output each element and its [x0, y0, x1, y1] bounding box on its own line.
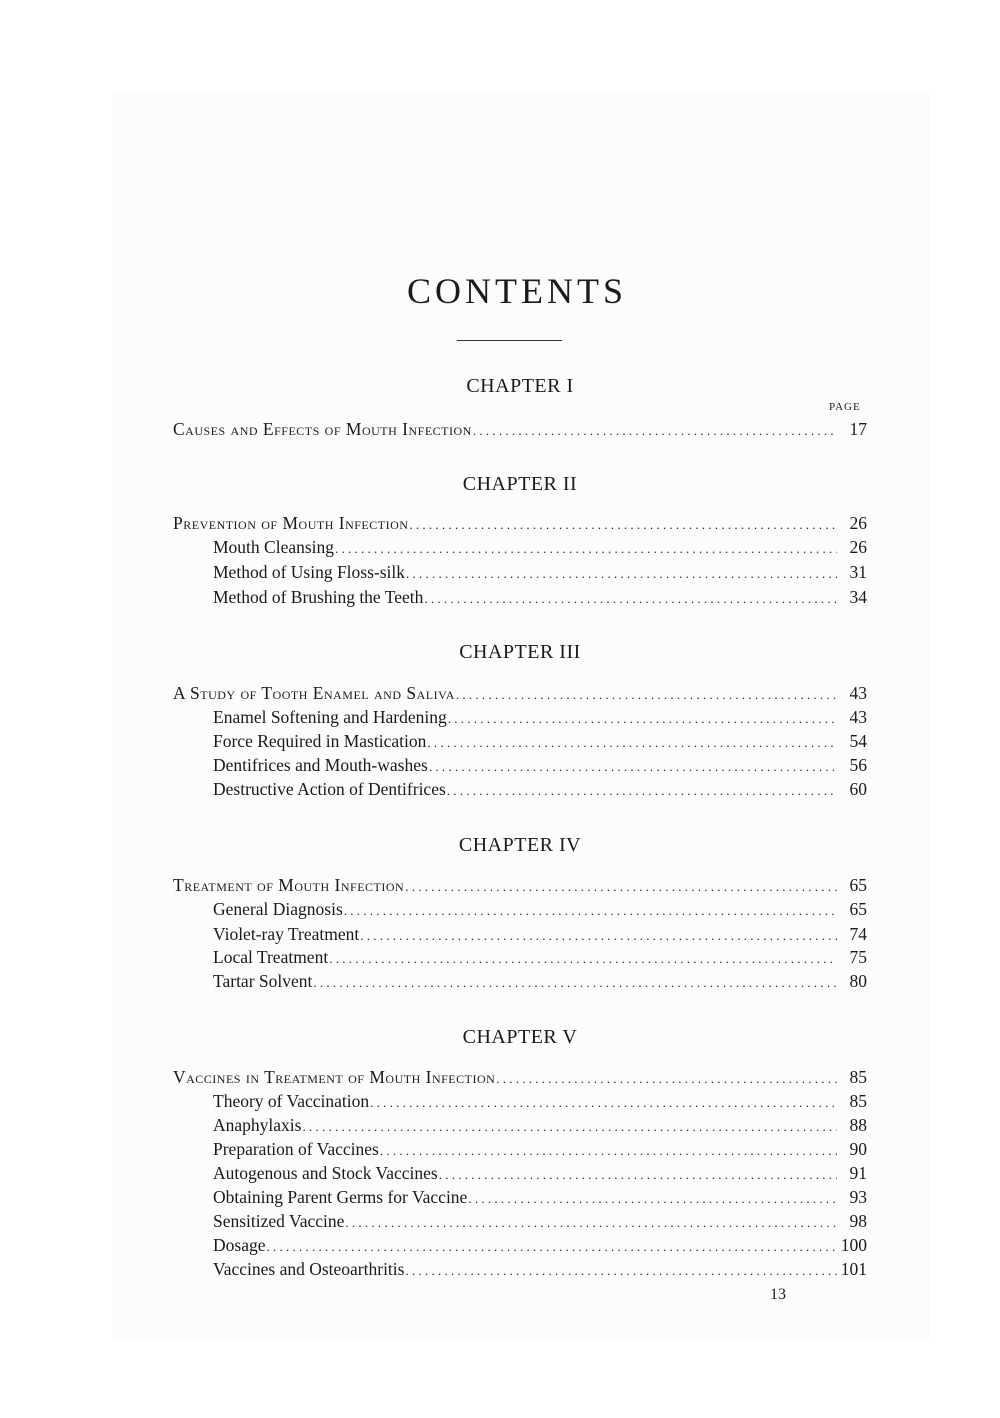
toc-entry[interactable]: [173, 897, 867, 921]
toc-entry[interactable]: [173, 560, 867, 584]
toc-entry[interactable]: [173, 535, 867, 559]
dot-leader: [370, 1091, 837, 1115]
toc-entry-title: Dentifrices and Mouth-washes: [213, 755, 428, 775]
chapter-heading: CHAPTER III: [459, 641, 581, 663]
toc-entry-title: A Study of Tooth Enamel and Saliva: [173, 683, 455, 703]
page-column-label: PAGE: [829, 401, 861, 413]
dot-leader: [448, 707, 837, 731]
toc-entry-title: Vaccines in Treatment of Mouth Infection: [173, 1067, 496, 1087]
toc-entry-title: Method of Brushing the Teeth: [213, 587, 424, 607]
toc-entry-title: Obtaining Parent Germs for Vaccine: [213, 1187, 468, 1207]
toc-page-number: 93: [849, 1187, 867, 1207]
toc-entry[interactable]: [173, 1113, 867, 1137]
dot-leader: [496, 1067, 837, 1091]
toc-page-number: 26: [849, 513, 867, 533]
toc-page-number: 65: [849, 899, 867, 919]
toc-entry[interactable]: [173, 511, 867, 535]
dot-leader: [447, 779, 837, 803]
dot-leader: [424, 587, 837, 611]
toc-page-number: 54: [849, 731, 867, 751]
toc-entry-title: Local Treatment: [213, 947, 329, 967]
toc-entry[interactable]: [173, 873, 867, 897]
dot-leader: [335, 537, 837, 561]
toc-entry-title: Preparation of Vaccines: [213, 1139, 379, 1159]
toc-page-number: 90: [849, 1139, 867, 1159]
toc-entry[interactable]: [173, 1233, 867, 1257]
toc-entry-title: Force Required in Mastication: [213, 731, 427, 751]
toc-entry-title: Causes and Effects of Mouth Infection: [173, 419, 472, 439]
toc-entry-title: Sensitized Vaccine: [213, 1211, 345, 1231]
dot-leader: [329, 947, 837, 971]
toc-page-number: 101: [840, 1259, 867, 1279]
dot-leader: [429, 755, 837, 779]
toc-entry-title: Tartar Solvent: [213, 971, 313, 991]
toc-entry-title: Vaccines and Osteoarthritis: [213, 1259, 405, 1279]
toc-entry-title: Violet-ray Treatment: [213, 924, 360, 944]
toc-entry[interactable]: [173, 777, 867, 801]
toc-entry[interactable]: [173, 969, 867, 993]
toc-page-number: 91: [849, 1163, 867, 1183]
page-title: CONTENTS: [407, 271, 627, 311]
toc-entry[interactable]: [173, 922, 867, 946]
toc-page-number: 85: [849, 1067, 867, 1087]
toc-entry-title: Dosage: [213, 1235, 266, 1255]
toc-entry-title: Autogenous and Stock Vaccines: [213, 1163, 438, 1183]
toc-entry[interactable]: [173, 705, 867, 729]
toc-page-number: 34: [849, 587, 867, 607]
toc-page-number: 74: [849, 924, 867, 944]
toc-page-number: 43: [849, 683, 867, 703]
toc-entry[interactable]: [173, 945, 867, 969]
toc-page-number: 65: [849, 875, 867, 895]
chapter-heading: CHAPTER V: [462, 1026, 578, 1048]
toc-entry[interactable]: [173, 1161, 867, 1185]
toc-page-number: 56: [849, 755, 867, 775]
dot-leader: [313, 971, 837, 995]
dot-leader: [473, 419, 837, 443]
chapter-heading: CHAPTER II: [462, 473, 578, 495]
toc-entry-title: Treatment of Mouth Infection: [173, 875, 405, 895]
dot-leader: [344, 899, 837, 923]
toc-page-number: 88: [849, 1115, 867, 1135]
toc-entry[interactable]: [173, 585, 867, 609]
toc-page-number: 100: [840, 1235, 867, 1255]
toc-page-number: 98: [849, 1211, 867, 1231]
dot-leader: [266, 1235, 836, 1259]
toc-entry[interactable]: [173, 753, 867, 777]
toc-entry-title: Mouth Cleansing: [213, 537, 335, 557]
toc-entry[interactable]: [173, 1065, 867, 1089]
toc-entry[interactable]: [173, 1137, 867, 1161]
dot-leader: [345, 1211, 837, 1235]
toc-page-number: 80: [849, 971, 867, 991]
dot-leader: [439, 1163, 837, 1187]
toc-entry-title: Anaphylaxis: [213, 1115, 302, 1135]
toc-page-number: 85: [849, 1091, 867, 1111]
toc-entry-title: Prevention of Mouth Infection: [173, 513, 409, 533]
dot-leader: [427, 731, 837, 755]
toc-entry-title: Enamel Softening and Hardening: [213, 707, 447, 727]
dot-leader: [405, 875, 837, 899]
dot-leader: [380, 1139, 837, 1163]
dot-leader: [409, 513, 837, 537]
toc-entry[interactable]: [173, 417, 867, 441]
toc-entry-title: General Diagnosis: [213, 899, 343, 919]
toc-entry[interactable]: [173, 729, 867, 753]
dot-leader: [302, 1115, 837, 1139]
dot-leader: [456, 683, 837, 707]
page-number: 13: [770, 1286, 786, 1303]
toc-page-number: 60: [849, 779, 867, 799]
dot-leader: [468, 1187, 837, 1211]
chapter-heading: CHAPTER I: [466, 375, 574, 397]
toc-entry-title: Method of Using Floss-silk: [213, 562, 406, 582]
toc-page-number: 26: [849, 537, 867, 557]
toc-entry[interactable]: [173, 1209, 867, 1233]
toc-page-number: 75: [849, 947, 867, 967]
toc-entry[interactable]: [173, 1089, 867, 1113]
toc-page-number: 31: [849, 562, 867, 582]
dot-leader: [405, 1259, 836, 1283]
toc-page-number: 17: [849, 419, 867, 439]
toc-entry[interactable]: [173, 681, 867, 705]
chapter-heading: CHAPTER IV: [458, 834, 582, 856]
toc-entry[interactable]: [173, 1185, 867, 1209]
toc-page-number: 43: [849, 707, 867, 727]
title-rule: [457, 340, 562, 341]
dot-leader: [406, 562, 837, 586]
toc-entry-title: Theory of Vaccination: [213, 1091, 370, 1111]
toc-entry[interactable]: [173, 1257, 867, 1281]
toc-entry-title: Destructive Action of Dentifrices: [213, 779, 446, 799]
